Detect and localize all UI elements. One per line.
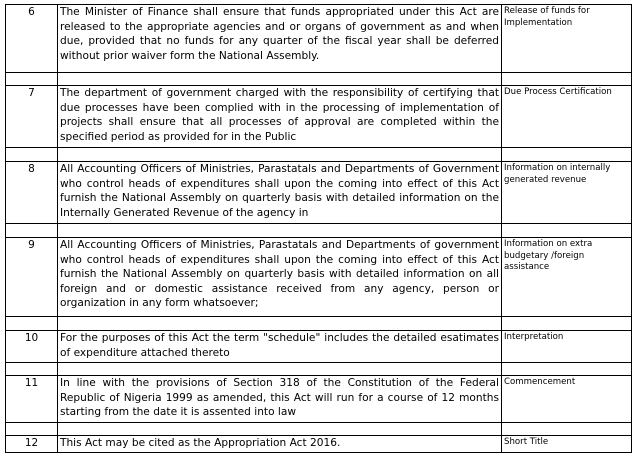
section-row [5, 85, 632, 147]
section-text: In line with the provisions of Section 318 of the Constitution of the Federal Republic of Nigeria 1999 as amended, this Act will run for a course of 12 months starting from the date it is assented into law [58, 376, 502, 422]
section-row [5, 435, 632, 452]
row-spacer [5, 147, 632, 161]
section-number: 8 [6, 162, 58, 223]
section-text: The Minister of Finance shall ensure that funds appropriated under this Act are released to the appropriate agencies and or organs of government as and when due, provided that no funds for any quarter of the fiscal year shall be deferred without prior waiver form the National Assembly. [58, 5, 502, 72]
section-side-note: Information on internally generated revenue [504, 163, 611, 185]
section-text: All Accounting Officers of Ministries, Parastatals and Departments of government who control heads of expenditures shall upon the coming into effect of this Act furnish the National Assembly on quarterly basis with detailed information on all foreign and or domestic assistance received from any agency, person or organization in any form whatsoever; [58, 238, 502, 316]
section-row [5, 4, 632, 72]
row-spacer [5, 316, 632, 330]
section-side-note: Due Process Certification [504, 87, 612, 97]
row-spacer [5, 223, 632, 237]
section-side-note: Interpretation [504, 332, 564, 342]
section-side-note: Information on extra budgetary /foreign assistance [504, 239, 593, 272]
row-spacer [5, 362, 632, 375]
row-spacer [5, 422, 632, 435]
section-side-note: Commencement [504, 377, 576, 387]
section-text: This Act may be cited as the Appropriation Act 2016. [58, 436, 502, 452]
row-spacer [5, 72, 632, 85]
section-row [5, 237, 632, 316]
section-row [5, 330, 632, 362]
section-row [5, 375, 632, 422]
appropriation-act-table [5, 2, 632, 454]
section-number: 10 [6, 331, 58, 362]
section-number: 12 [6, 436, 58, 452]
section-side-note: Short Title [504, 437, 549, 447]
section-number: 7 [6, 86, 58, 147]
section-text: The department of government charged with the responsibility of certifying that due processes have been complied with in the processing of implementation of projects shall ensure that all processes of approval are completed within the specified period as provided for in the Public [58, 86, 502, 147]
section-side-note: Release of funds for Implementation [504, 6, 590, 28]
section-number: 9 [6, 238, 58, 316]
section-text: For the purposes of this Act the term "schedule" includes the detailed esatimates of expenditure attached thereto [58, 331, 502, 362]
section-text: All Accounting Officers of Ministries, Parastatals and Departments of Government who control heads of expenditures shall upon the coming into effect of this Act furnish the National Assembly on quarterly basis with detailed information on the Internally Generated Revenue of the agency in [58, 162, 502, 223]
section-number: 11 [6, 376, 58, 422]
section-number: 6 [6, 5, 58, 72]
section-row [5, 161, 632, 223]
table-bottom-border [5, 452, 632, 453]
